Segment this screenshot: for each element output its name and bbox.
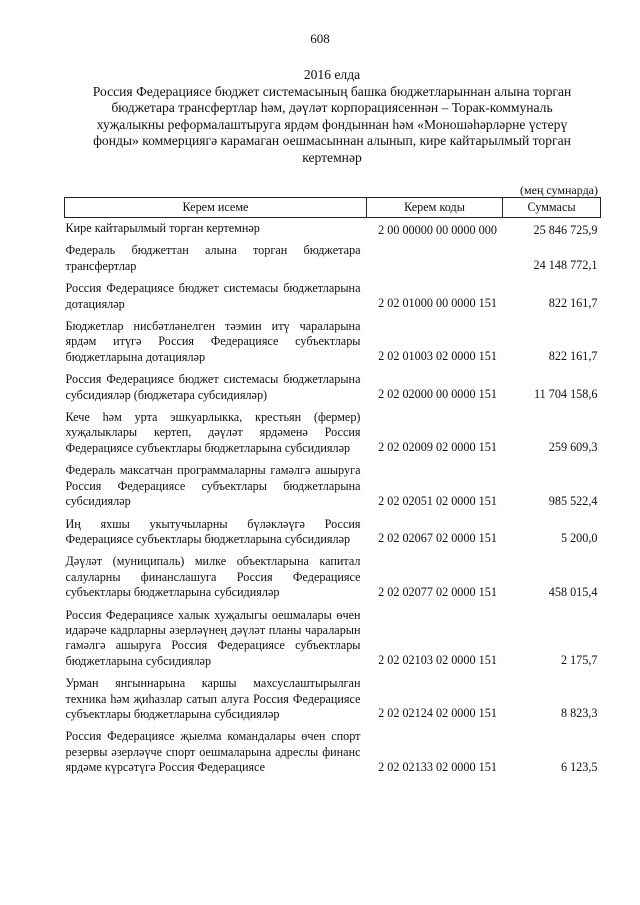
revenue-code-cell: 2 02 02009 02 0000 151 [378,440,497,455]
page-number: 608 [310,31,330,46]
table-body [65,218,601,780]
amount-cell: 8 823,3 [560,706,598,721]
header-revenue-name: Керем исеме [65,198,367,218]
revenue-name-cell: Дәүләт (муниципаль) милке объектларына капитал салуларны финанслашуга Россия Федерациясе субъектлары бюджетларына субсидияләр [65,554,361,600]
table-row [65,218,601,241]
amount-cell: 259 609,3 [548,440,598,455]
revenue-code-cell: 2 02 02051 02 0000 151 [378,493,497,508]
table-row [65,240,601,278]
revenue-name-cell: Федераль бюджеттан алына торган бюджетара трансфертлар [65,243,361,273]
revenue-name-cell: Россия Федерациясе бюджет системасы бюджетларына субсидияләр (бюджетара субсидияләр) [65,372,361,402]
title-line: кертемнәр [302,149,362,165]
revenue-code-cell: 2 00 00000 00 0000 000 [378,223,497,237]
title-line: фонды» коммерциягә карамаган оешмасыннан алынып, кире кайтарылмый торган [93,133,571,149]
title-line: Россия Федерациясе бюджет системасының башка бюджетларыннан алына торган [92,83,572,99]
revenue-code-cell: 2 02 02077 02 0000 151 [378,584,497,599]
table-row [65,673,601,726]
revenue-name-cell: Кире кайтарылмый торган кертемнәр [65,221,260,235]
amount-cell: 25 846 725,9 [533,223,598,237]
revenue-table [64,197,601,780]
revenue-name-cell: Иң яхшы укытучыларны бүләкләүгә Россия Федерациясе субъектлары бюджетларына субсидияләр [65,516,361,546]
revenue-name-cell: Федераль максатчан программаларны гамәлгә ашыруга Россия Федерациясе субъектлары бюджетларына субсидияләр [65,463,361,509]
header-revenue-code: Керем коды [367,198,503,218]
amount-cell: 5 200,0 [560,531,598,546]
table-row [65,369,601,407]
table-row [65,726,601,779]
title-line: бюджетара трансфертлар һәм, дәүләт корпорациясеннән – Торак-коммуналь [111,100,553,116]
title-line: 2016 елда [303,67,361,82]
revenue-code-cell: 2 02 02124 02 0000 151 [378,706,497,721]
revenue-name-cell: Россия Федерациясе җыелма командалары өчен спорт резервы әзерләүче спорт оешмаларына адреслы финанс ярдәме күрсәтүгә Россия Федерациясе [65,729,361,775]
amount-cell: 11 704 158,6 [533,387,598,402]
revenue-code-cell: 2 02 01000 00 0000 151 [378,296,497,311]
table-row [65,460,601,513]
revenue-code-cell [367,240,503,278]
revenue-code-cell: 2 02 02067 02 0000 151 [378,531,497,546]
amount-cell: 985 522,4 [548,493,598,508]
revenue-code-cell: 2 02 01003 02 0000 151 [378,349,497,364]
revenue-code-cell: 2 02 02133 02 0000 151 [378,759,497,774]
amount-cell: 458 015,4 [548,584,598,599]
revenue-name-cell: Бюджетлар нисбәтләнелген тәэмин итү чараларына ярдәм итүгә Россия Федерациясе субъектлары бюджетларына дотацияләр [65,319,361,364]
table-row [65,278,601,316]
revenue-name-cell: Россия Федерациясе бюджет системасы бюджетларына дотацияләр [65,281,361,311]
title-line: хуҗалыкны реформалаштыруга ярдәм фондыннан һәм «Моношәһәрләрне үстерү [96,116,568,132]
table-row [65,514,601,552]
header-amount: Суммасы [503,198,601,218]
table-row [65,551,601,604]
revenue-code-cell: 2 02 02000 00 0000 151 [378,387,497,402]
amount-cell: 24 148 772,1 [533,258,598,273]
revenue-code-cell: 2 02 02103 02 0000 151 [378,653,497,668]
unit-note: (мең сумнарда) [520,183,598,197]
document-title [62,67,602,167]
table-row [65,407,601,460]
amount-cell: 2 175,7 [560,653,598,668]
revenue-name-cell: Урман янгыннарына каршы махсуслаштырылган техника һәм җиһазлар сатып алуга Россия Федерациясе субъектлары бюджетларына субсидияләр [65,676,361,721]
table-row [65,316,601,369]
table-row [65,605,601,674]
revenue-name-cell: Россия Федерациясе халык хуҗалыгы оешмалары өчен идарәче кадрларны әзерләүнең дәүләт планы чараларын гамәлгә ашыруга Россия Федерациясе субъектлары бюджетларына субсидияләр [65,607,361,668]
table-header [65,198,601,218]
revenue-name-cell: Кече һәм урта эшкуарлыкка, крестьян (фермер) хуҗалыклары кертеп, дәүләт ярдәменә Россия Федерациясе субъектлары бюджетларына субсидияләр [65,410,361,455]
amount-cell: 822 161,7 [548,349,598,364]
amount-cell: 822 161,7 [548,296,598,311]
amount-cell: 6 123,5 [560,759,598,774]
